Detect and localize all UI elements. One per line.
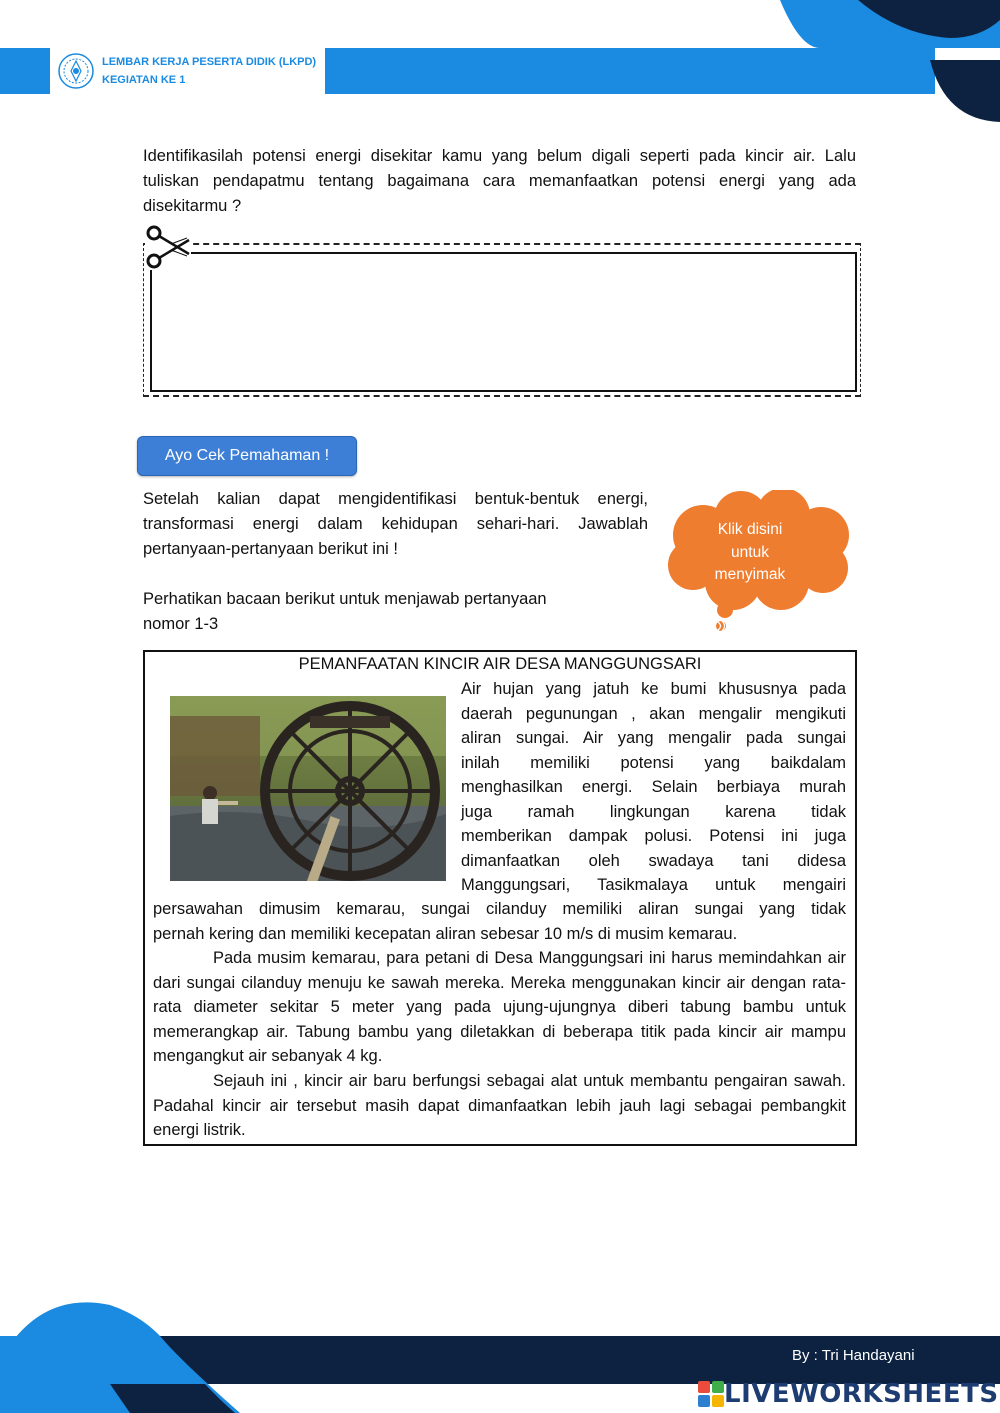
school-emblem-icon (57, 52, 95, 90)
reading-title: PEMANFAATAN KINCIR AIR DESA MANGGUNGSARI (298, 655, 702, 673)
corner-decoration-bottom (0, 1300, 240, 1413)
reading-paragraph-3: Sejauh ini , kincir air baru berfungsi sebagai alat untuk membantu pengairan sawah. Padahal kincir air tersebut masih dapat dimanfaatkan lebih jauh lagi sebagai pembangkit energi listrik. (153, 1072, 846, 1139)
intro-instruction: Identifikasilah potensi energi disekitar kamu yang belum digali seperti pada kincir air. Lalu tuliskan pendapatmu tentang bagaimana cara memanfaatkan potensi energi yang ada disekitarmu ? (143, 147, 856, 215)
reading-line: memberikan dampak polusi. Potensi ini juga (461, 827, 846, 845)
reading-line: dimanfaatkan oleh swadaya tani didesa (461, 851, 846, 870)
header-line-2: KEGIATAN KE 1 (102, 74, 186, 86)
liveworksheets-logo[interactable] (698, 1378, 999, 1410)
reading-line: persawahan dimusim kemarau, sungai cilanduy memiliki aliran sungai yang tidak (153, 900, 846, 918)
reading-line: pernah kering dan memiliki kecepatan aliran sebesar 10 m/s di musim kemarau. (153, 924, 738, 943)
reading-line: aliran sungai. Air yang mengalir pada sungai (461, 729, 846, 747)
reading-line: Manggungsari, Tasikmalaya untuk mengairi (461, 876, 846, 894)
reading-paragraph-2: Pada musim kemarau, para petani di Desa Manggungsari ini harus memindahkan air dari sungai cilanduy menuju ke sawah mereka. Mereka menggunakan kincir air dengan rata-rata diameter sekitar 5 meter yang pada ujung-ujungnya diberi tabung bambu untuk memerangkap air. Tabung bambu yang diletakkan di beberapa titik pada kincir air mampu mengangkut air sebanyak 4 kg. (153, 949, 846, 1065)
reading-side-text (461, 677, 846, 898)
cloud-line-1: Klik disini (717, 521, 783, 538)
cloud-label[interactable] (695, 519, 805, 587)
reading-line: daerah pegunungan , akan mengalir mengikuti (461, 704, 846, 723)
reading-line: inilah memiliki potensi yang baikdalam (461, 753, 846, 772)
scissors-icon (145, 224, 191, 270)
reading-line: juga ramah lingkungan karena tidak (461, 802, 846, 821)
answer-field[interactable] (150, 252, 857, 392)
reading-instruction-line-1: Perhatikan bacaan berikut untuk menjawab pertanyaan (143, 590, 547, 608)
liveworksheets-icon (698, 1381, 724, 1407)
water-wheel-photo (170, 696, 446, 881)
reading-paragraph-1-end (153, 897, 846, 946)
cloud-line-3: menyimak (714, 566, 786, 583)
instruction-text: Setelah kalian dapat mengidentifikasi bentuk-bentuk energi, transformasi energi dalam kehidupan sehari-hari. Jawablah pertanyaan-pertanyaan berikut ini ! (143, 490, 648, 558)
header-title (102, 53, 316, 89)
header-bar-left (0, 48, 50, 94)
author-byline: By : Tri Handayani (792, 1347, 915, 1364)
reading-line: menghasilkan energi. Selain berbiaya murah (461, 778, 846, 796)
corner-decoration-top (780, 0, 1000, 125)
brand-name: LIVEWORKSHEETS (724, 1379, 999, 1409)
header-line-1: LEMBAR KERJA PESERTA DIDIK (LKPD) (102, 56, 317, 68)
cloud-line-2: untuk (731, 543, 769, 561)
reading-instruction-line-2: nomor 1-3 (143, 615, 219, 633)
reading-line: Air hujan yang jatuh ke bumi khususnya pada (461, 680, 846, 698)
check-understanding-button[interactable]: Ayo Cek Pemahaman ! (137, 436, 357, 476)
reading-instruction (143, 587, 613, 637)
